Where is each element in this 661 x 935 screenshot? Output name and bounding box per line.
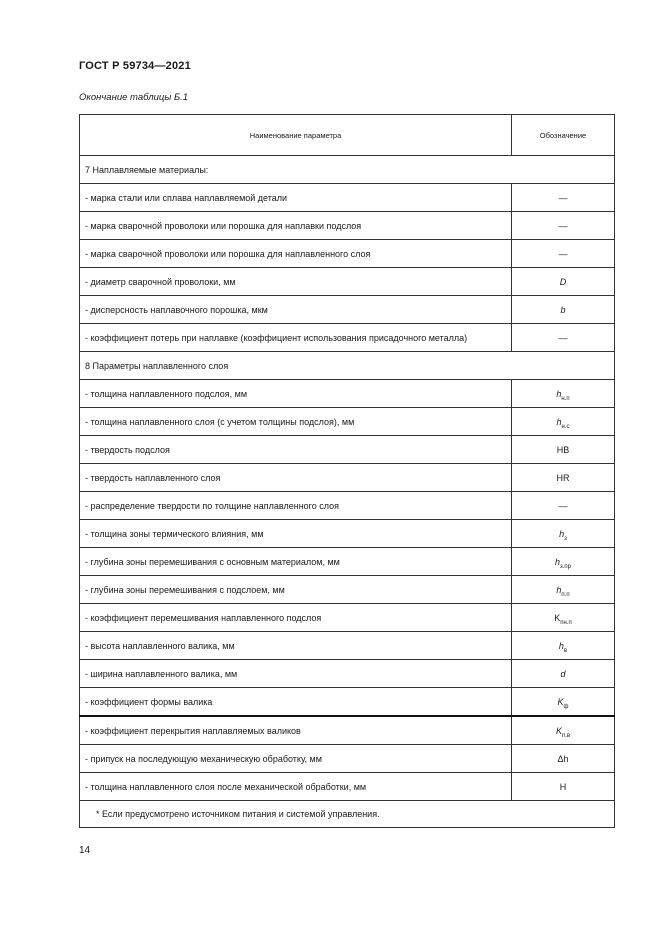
symbol-subscript: п.в [561, 732, 571, 739]
table-row [80, 240, 615, 268]
standard-header: ГОСТ Р 59734—2021 [79, 60, 191, 72]
symbol-main: K [557, 696, 564, 707]
table-row [80, 324, 615, 352]
table-row [80, 660, 615, 688]
parameter-name: - толщина зоны термического влияния, мм [80, 520, 512, 548]
symbol-main: — [558, 248, 568, 259]
parameter-name: - коэффициент потерь при наплавке (коэффициент использования присадочного металла) [80, 324, 512, 352]
parameter-symbol [512, 660, 615, 688]
parameter-symbol [512, 492, 615, 520]
parameter-name: - коэффициент перемешивания наплавленного подслоя [80, 604, 512, 632]
table-body [80, 156, 615, 801]
symbol-main: Δh [557, 753, 569, 764]
parameter-symbol [512, 745, 615, 773]
symbol-main: D [559, 276, 567, 287]
symbol-subscript: з.пр [560, 563, 572, 570]
symbol-main: HR [556, 472, 570, 483]
parameter-name: - распределение твердости по толщине наплавленного слоя [80, 492, 512, 520]
symbol-subscript: н.с [561, 423, 570, 430]
parameter-name: - коэффициент формы валика [80, 688, 512, 717]
parameter-symbol [512, 436, 615, 464]
parameter-symbol [512, 716, 615, 745]
symbol-main: h [556, 388, 562, 399]
symbol-main: HB [556, 444, 570, 455]
parameter-symbol [512, 548, 615, 576]
parameter-symbol [512, 240, 615, 268]
parameter-name: - марка сварочной проволоки или порошка для наплавленного слоя [80, 240, 512, 268]
parameter-symbol [512, 268, 615, 296]
symbol-subscript: п.п [561, 591, 570, 598]
table-row [80, 380, 615, 408]
parameter-symbol [512, 604, 615, 632]
page-number: 14 [79, 845, 91, 856]
table-row [80, 268, 615, 296]
table-row [80, 632, 615, 660]
symbol-subscript: ф [563, 703, 569, 710]
parameter-name: - марка стали или сплава наплавляемой детали [80, 184, 512, 212]
table-row [80, 184, 615, 212]
parameter-symbol [512, 324, 615, 352]
table-row [80, 773, 615, 801]
parameter-symbol [512, 184, 615, 212]
table-row [80, 436, 615, 464]
parameter-name: - толщина наплавленного слоя после механической обработки, мм [80, 773, 512, 801]
parameter-symbol [512, 212, 615, 240]
section-title: 7 Наплавляемые материалы: [80, 156, 615, 184]
symbol-subscript: пн.п [560, 619, 572, 626]
table-row [80, 492, 615, 520]
table-row [80, 212, 615, 240]
table-row [80, 604, 615, 632]
symbol-subscript: з [564, 535, 567, 542]
parameter-symbol [512, 576, 615, 604]
table-row [80, 688, 615, 717]
parameter-name: - коэффициент перекрытия наплавляемых валиков [80, 716, 512, 745]
table-footnote: * Если предусмотрено источником питания и системой управления. [80, 801, 615, 828]
symbol-main: — [558, 332, 568, 343]
footnote-row [80, 801, 615, 828]
parameter-name: - толщина наплавленного слоя (с учетом толщины подслоя), мм [80, 408, 512, 436]
symbol-subscript: в [563, 647, 568, 654]
symbol-main: — [558, 192, 568, 203]
parameter-symbol [512, 296, 615, 324]
parameter-name: - толщина наплавленного подслоя, мм [80, 380, 512, 408]
symbol-main: b [560, 304, 566, 315]
symbol-main: h [554, 556, 560, 567]
symbol-main: K [554, 612, 561, 623]
parameter-symbol [512, 520, 615, 548]
table-header-row [80, 115, 615, 156]
symbol-main: — [558, 500, 568, 511]
column-header-parameter: Наименование параметра [80, 115, 512, 156]
table-row [80, 520, 615, 548]
symbol-main: K [555, 725, 562, 736]
parameter-symbol [512, 773, 615, 801]
table-row [80, 745, 615, 773]
section-row [80, 352, 615, 380]
table-row [80, 716, 615, 745]
symbol-main: h [559, 528, 565, 539]
table-row [80, 408, 615, 436]
parameter-symbol [512, 688, 615, 717]
symbol-subscript: н.п [561, 395, 570, 402]
parameter-symbol [512, 632, 615, 660]
parameter-name: - дисперсность наплавочного порошка, мкм [80, 296, 512, 324]
parameter-name: - диаметр сварочной проволоки, мм [80, 268, 512, 296]
parameter-name: - твердость наплавленного слоя [80, 464, 512, 492]
table-caption: Окончание таблицы Б.1 [79, 92, 189, 103]
parameter-symbol [512, 464, 615, 492]
table-row [80, 464, 615, 492]
column-header-symbol: Обозначение [512, 115, 615, 156]
section-title: 8 Параметры наплавленного слоя [80, 352, 615, 380]
symbol-main: — [558, 220, 568, 231]
table-row [80, 548, 615, 576]
table-row [80, 576, 615, 604]
parameter-name: - марка сварочной проволоки или порошка для наплавки подслоя [80, 212, 512, 240]
symbol-main: h [558, 640, 564, 651]
parameter-name: - глубина зоны перемешивания с основным материалом, мм [80, 548, 512, 576]
parameter-name: - припуск на последующую механическую обработку, мм [80, 745, 512, 773]
parameter-symbol [512, 408, 615, 436]
symbol-main: h [556, 584, 562, 595]
symbol-main: H [559, 781, 567, 792]
parameter-name: - твердость подслоя [80, 436, 512, 464]
parameters-table [79, 114, 615, 828]
parameter-name: - ширина наплавленного валика, мм [80, 660, 512, 688]
symbol-main: d [560, 668, 566, 679]
parameter-symbol [512, 380, 615, 408]
symbol-main: h [556, 416, 562, 427]
section-row [80, 156, 615, 184]
table-row [80, 296, 615, 324]
parameter-name: - высота наплавленного валика, мм [80, 632, 512, 660]
parameter-name: - глубина зоны перемешивания с подслоем, мм [80, 576, 512, 604]
